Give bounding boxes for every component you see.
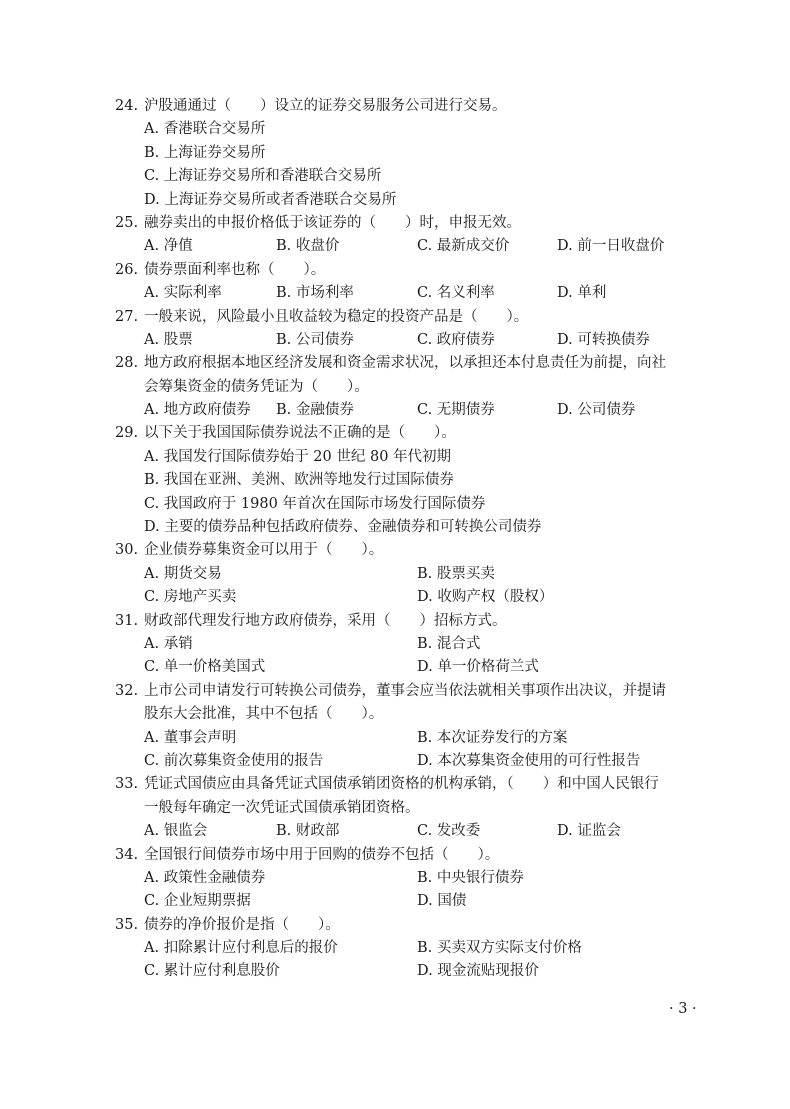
question-text: 凭证式国债应由具备凭证式国债承销团资格的机构承销，（ ）和中国人民银行 [144, 776, 659, 793]
answer-option[interactable]: B. 中央银行债券 [417, 869, 524, 886]
option-row [115, 586, 675, 609]
answer-option[interactable]: B. 财政部 [276, 823, 340, 840]
question-stem-continued [115, 376, 675, 399]
question-stem [115, 422, 675, 445]
answer-option[interactable]: D. 现金流贴现报价 [417, 963, 539, 980]
answer-option[interactable]: C. 上海证券交易所和香港联合交易所 [144, 168, 382, 185]
question [115, 212, 675, 259]
question-text: 会筹集资金的债务凭证为（ ）。 [144, 378, 369, 395]
option-row [115, 469, 675, 492]
question-stem [115, 610, 675, 633]
answer-option[interactable]: D. 本次募集资金使用的可行性报告 [417, 752, 641, 769]
question-number: 31. [115, 612, 139, 629]
answer-option[interactable]: A. 净值 [144, 238, 193, 255]
answer-option[interactable]: A. 香港联合交易所 [144, 121, 266, 138]
answer-option[interactable]: D. 收购产权（股权） [417, 589, 554, 606]
question-number: 35. [115, 916, 139, 933]
answer-option[interactable]: C. 单一价格美国式 [144, 659, 266, 676]
question-stem [115, 212, 675, 235]
option-row [115, 329, 675, 352]
question-number: 26. [115, 261, 139, 278]
question-stem [115, 844, 675, 867]
answer-option[interactable]: A. 地方政府债券 [144, 402, 251, 419]
question-stem [115, 680, 675, 703]
question-text: 融券卖出的申报价格低于该证券的（ ）时，申报无效。 [144, 214, 521, 231]
question-number: 24. [115, 98, 139, 114]
answer-option[interactable]: C. 名义利率 [417, 285, 495, 302]
question [115, 773, 675, 843]
question [115, 844, 675, 914]
answer-option[interactable]: A. 股票 [144, 331, 193, 348]
question-list [115, 95, 675, 984]
answer-option[interactable]: A. 我国发行国际债券始于 20 世纪 80 年代初期 [144, 448, 452, 465]
question-stem [115, 259, 675, 282]
question-number: 30. [115, 542, 139, 559]
question [115, 259, 675, 306]
answer-option[interactable]: C. 最新成交价 [417, 238, 510, 255]
answer-option[interactable]: B. 股票买卖 [417, 565, 495, 582]
question-number: 29. [115, 425, 139, 442]
answer-option[interactable]: B. 收盘价 [276, 238, 340, 255]
answer-option[interactable]: A. 承销 [144, 635, 193, 652]
answer-option[interactable]: C. 政府债券 [417, 331, 495, 348]
answer-option[interactable]: C. 我国政府于 1980 年首次在国际市场发行国际债券 [144, 495, 486, 512]
option-row [115, 867, 675, 890]
page-number: · 3 · [669, 1001, 697, 1017]
question-text: 债券的净价报价是指（ ）。 [144, 916, 340, 933]
question-stem [115, 914, 675, 937]
question-stem [115, 95, 675, 118]
question [115, 680, 675, 774]
question-text: 地方政府根据本地区经济发展和资金需求状况，以承担还本付息责任为前提，向社 [144, 355, 666, 372]
answer-option[interactable]: C. 无期债券 [417, 402, 495, 419]
answer-option[interactable]: C. 房地产买卖 [144, 589, 237, 606]
question-stem [115, 773, 675, 796]
option-row [115, 118, 675, 141]
option-row [115, 235, 675, 258]
question [115, 914, 675, 984]
question-stem [115, 539, 675, 562]
question-stem-continued [115, 797, 675, 820]
question-number: 33. [115, 776, 139, 793]
answer-option[interactable]: C. 前次募集资金使用的报告 [144, 752, 324, 769]
question-number: 27. [115, 308, 139, 325]
answer-option[interactable]: D. 单一价格荷兰式 [417, 659, 539, 676]
question-text: 债券票面利率也称（ ）。 [144, 261, 326, 278]
question [115, 306, 675, 353]
question-text: 沪股通通过（ ）设立的证券交易服务公司进行交易。 [144, 98, 507, 114]
answer-option[interactable]: D. 公司债券 [557, 402, 636, 419]
option-row [115, 960, 675, 983]
option-row [115, 142, 675, 165]
question [115, 95, 675, 212]
answer-option[interactable]: D. 国债 [417, 893, 467, 910]
answer-option[interactable]: A. 实际利率 [144, 285, 222, 302]
answer-option[interactable]: D. 可转换债券 [557, 331, 650, 348]
question [115, 539, 675, 609]
option-row [115, 890, 675, 913]
option-row [115, 399, 675, 422]
answer-option[interactable]: D. 证监会 [557, 823, 621, 840]
option-row [115, 516, 675, 539]
question-text: 财政部代理发行地方政府债券，采用（ ）招标方式。 [144, 612, 507, 629]
question [115, 422, 675, 539]
question-number: 34. [115, 846, 139, 863]
answer-option[interactable]: B. 金融债券 [276, 402, 354, 419]
answer-option[interactable]: A. 董事会声明 [144, 729, 237, 746]
option-row [115, 656, 675, 679]
answer-option[interactable]: C. 发改委 [417, 823, 481, 840]
answer-option[interactable]: B. 本次证券发行的方案 [417, 729, 568, 746]
answer-option[interactable]: D. 上海证券交易所或者香港联合交易所 [144, 191, 397, 208]
answer-option[interactable]: C. 累计应付利息股价 [144, 963, 280, 980]
question [115, 352, 675, 422]
answer-option[interactable]: A. 银监会 [144, 823, 208, 840]
option-row [115, 633, 675, 656]
question-text: 全国银行间债券市场中用于回购的债券不包括（ ）。 [144, 846, 500, 863]
option-row [115, 282, 675, 305]
question-stem [115, 306, 675, 329]
question-text: 企业债券募集资金可以用于（ ）。 [144, 542, 384, 559]
answer-option[interactable]: B. 市场利率 [276, 285, 354, 302]
option-row [115, 750, 675, 773]
answer-option[interactable]: B. 上海证券交易所 [144, 144, 266, 161]
option-row [115, 563, 675, 586]
option-row [115, 820, 675, 843]
option-row [115, 446, 675, 469]
answer-option[interactable]: D. 主要的债券品种包括政府债券、金融债券和可转换公司债券 [144, 519, 542, 536]
answer-option[interactable]: B. 我国在亚洲、美洲、欧洲等地发行过国际债券 [144, 472, 454, 489]
question-number: 25. [115, 214, 139, 231]
answer-option[interactable]: A. 政策性金融债券 [144, 869, 266, 886]
option-row [115, 727, 675, 750]
option-row [115, 493, 675, 516]
answer-option[interactable]: A. 扣除累计应付利息后的报价 [144, 940, 338, 957]
option-row [115, 165, 675, 188]
answer-option[interactable]: D. 单利 [557, 285, 607, 302]
answer-option[interactable]: B. 买卖双方实际支付价格 [417, 940, 582, 957]
answer-option[interactable]: D. 前一日收盘价 [557, 238, 665, 255]
question [115, 610, 675, 680]
option-row [115, 937, 675, 960]
question-stem-continued [115, 703, 675, 726]
question-text: 一般来说，风险最小且收益较为稳定的投资产品是（ ）。 [144, 308, 529, 325]
question-text: 上市公司申请发行可转换公司债券，董事会应当依法就相关事项作出决议，并提请 [144, 682, 666, 699]
option-row [115, 189, 675, 212]
answer-option[interactable]: C. 企业短期票据 [144, 893, 251, 910]
question-text: 一般每年确定一次凭证式国债承销团资格。 [144, 799, 420, 816]
question-number: 28. [115, 355, 139, 372]
answer-option[interactable]: A. 期货交易 [144, 565, 222, 582]
question-stem [115, 352, 675, 375]
answer-option[interactable]: B. 混合式 [417, 635, 481, 652]
answer-option[interactable]: B. 公司债券 [276, 331, 354, 348]
question-text: 股东大会批准，其中不包括（ ）。 [144, 706, 384, 723]
question-text: 以下关于我国国际债券说法不正确的是（ ）。 [144, 425, 456, 442]
question-number: 32. [115, 682, 139, 699]
